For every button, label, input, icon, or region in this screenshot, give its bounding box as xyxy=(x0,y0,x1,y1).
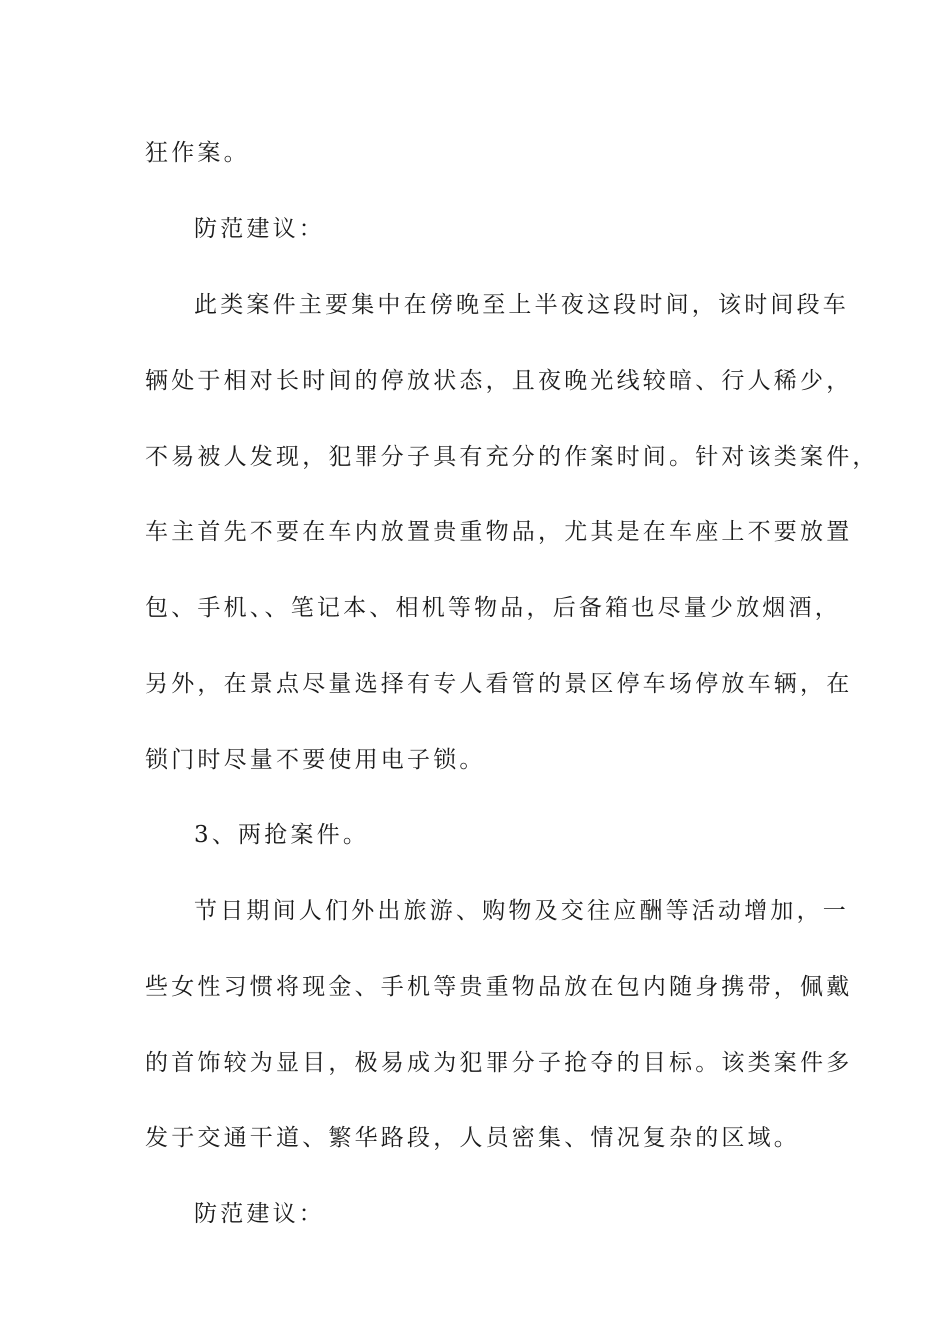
text-line: 另外，在景点尽量选择有专人看管的景区停车场停放车辆，在 xyxy=(145,671,853,697)
text-line: 狂作案。 xyxy=(145,140,250,166)
section-heading: 防范建议： xyxy=(194,1201,325,1227)
section-heading: 3、两抢案件。 xyxy=(194,822,370,848)
text-line: 节日期间人们外出旅游、购物及交往应酬等活动增加，一 xyxy=(194,898,849,924)
text-line: 不易被人发现，犯罪分子具有充分的作案时间。针对该类案件， xyxy=(145,444,879,470)
text-line: 些女性习惯将现金、手机等贵重物品放在包内随身携带，佩戴 xyxy=(145,974,853,1000)
section-heading: 防范建议： xyxy=(194,216,325,242)
text-line: 发于交通干道、繁华路段，人员密集、情况复杂的区域。 xyxy=(145,1125,800,1151)
text-line: 此类案件主要集中在傍晚至上半夜这段时间，该时间段车 xyxy=(194,292,849,318)
text-line: 的首饰较为显目，极易成为犯罪分子抢夺的目标。该类案件多 xyxy=(145,1050,853,1076)
text-line: 包、手机、、笔记本、相机等物品，后备箱也尽量少放烟酒， xyxy=(145,595,841,621)
text-line: 锁门时尽量不要使用电子锁。 xyxy=(145,747,486,773)
text-line: 辆处于相对长时间的停放状态，且夜晚光线较暗、行人稀少， xyxy=(145,368,853,394)
text-line: 车主首先不要在车内放置贵重物品，尤其是在车座上不要放置 xyxy=(145,519,853,545)
